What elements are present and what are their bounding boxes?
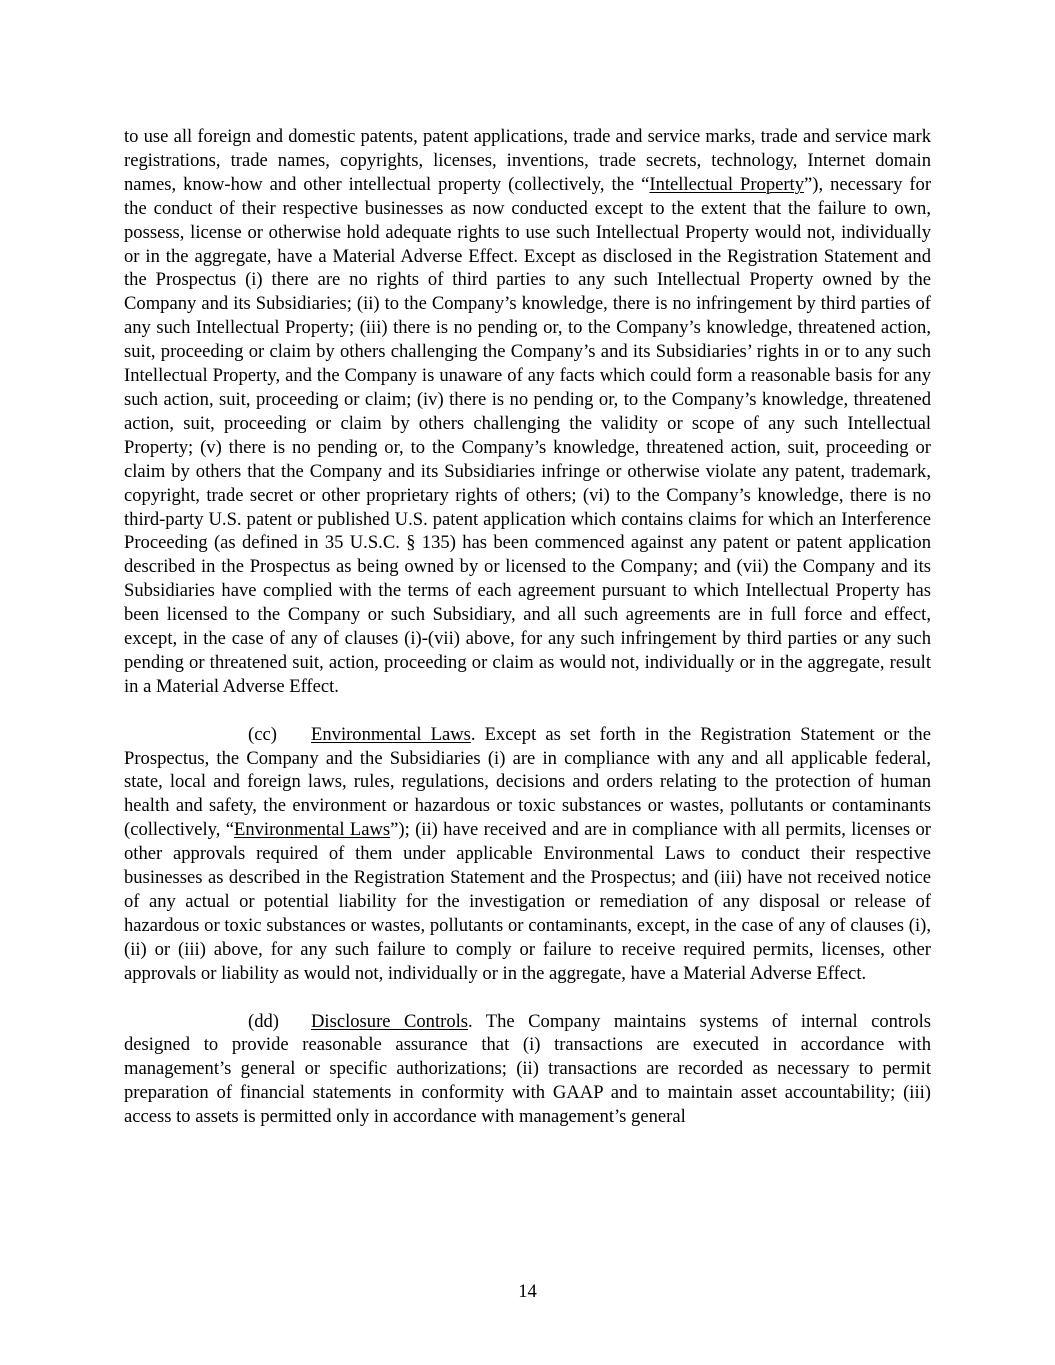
defined-term-intellectual-property: Intellectual Property [649, 173, 805, 195]
paragraph-text: ”); (ii) have received and are in compliance with all permits, licenses or other approvals required of them under applicable Environmental Laws to conduct their respective businesses as described in the Registration Statement and the Prospectus; and (iii) have not received notice of any actual or potential liability for the investigation or remediation of any disposal or release of hazardous or toxic substances or wastes, pollutants or contaminants, except, in the case of any of clauses (i), (ii) or (iii) above, for any such failure to comply or failure to receive required permits, licenses, other approvals or liability as would not, individually or in the aggregate, have a Material Adverse Effect. [124, 819, 931, 984]
section-number: (dd) [248, 1010, 279, 1032]
section-dd-disclosure-controls [124, 1010, 931, 1130]
defined-term-environmental-laws: Environmental Laws [233, 819, 391, 841]
section-heading: Disclosure Controls [311, 1010, 469, 1032]
section-heading: Environmental Laws [311, 723, 471, 745]
paragraph-text: . Except as set forth in the Registration Statement or the Prospectus, the Company and the Subsidiaries (i) are in compliance with any and all applicable federal, state, local and foreign laws, rules, regulations, decisions and orders relating to the protection of human health and safety, the environment or hazardous or toxic substances or wastes, pollutants or contaminants (collectively, “ [124, 723, 931, 841]
page-number: 14 [518, 1281, 537, 1302]
section-cc-environmental-laws [124, 723, 931, 986]
paragraph-intellectual-property [124, 125, 931, 699]
paragraph-text: to use all foreign and domestic patents, patent applications, trade and service marks, trade and service mark registrations, trade names, copyrights, licenses, inventions, trade secrets, technology, Internet domain names, know-how and other intellectual property (collectively, the “ [124, 126, 931, 195]
section-number: (cc) [248, 723, 277, 745]
document-page [124, 125, 931, 1129]
paragraph-text: ”), necessary for the conduct of their respective businesses as now conducted except to the extent that the failure to own, possess, license or otherwise hold adequate rights to use such Intellectual Property would not, individually or in the aggregate, have a Material Adverse Effect. Except as disclosed in the Registration Statement and the Prospectus (i) there are no rights of third parties to any such Intellectual Property owned by the Company and its Subsidiaries; (ii) to the Company’s knowledge, there is no infringement by third parties of any such Intellectual Property; (iii) there is no pending or, to the Company’s knowledge, threatened action, suit, proceeding or claim by others challenging the Company’s and its Subsidiaries’ rights in or to any such Intellectual Property, and the Company is unaware of any facts which could form a reasonable basis for any such action, suit, proceeding or claim; (iv) there is no pending or, to the Company’s knowledge, threatened action, suit, proceeding or claim by others challenging the validity or scope of any such Intellectual Property; (v) there is no pending or, to the Company’s knowledge, threatened action, suit, proceeding or claim by others that the Company and its Subsidiaries infringe or otherwise violate any patent, trademark, copyright, trade secret or other proprietary rights of others; (vi) to the Company’s knowledge, there is no third-party U.S. patent or published U.S. patent application which contains claims for which an Interference Proceeding (as defined in 35 U.S.C. § 135) has been commenced against any patent or patent application described in the Prospectus as being owned by or licensed to the Company; and (vii) the Company and its Subsidiaries have complied with the terms of each agreement pursuant to which Intellectual Property has been licensed to the Company or such Subsidiary, and all such agreements are in full force and effect, except, in the case of any of clauses (i)-(vii) above, for any such infringement by third parties or any such pending or threatened suit, action, proceeding or claim as would not, individually or in the aggregate, result in a Material Adverse Effect. [124, 173, 932, 697]
paragraph-text: . The Company maintains systems of internal controls designed to provide reasonable assurance that (i) transactions are executed in accordance with management’s general or specific authorizations; (ii) transactions are recorded as necessary to permit preparation of financial statements in conformity with GAAP and to maintain asset accountability; (iii) access to assets is permitted only in accordance with management’s general [124, 1010, 931, 1128]
